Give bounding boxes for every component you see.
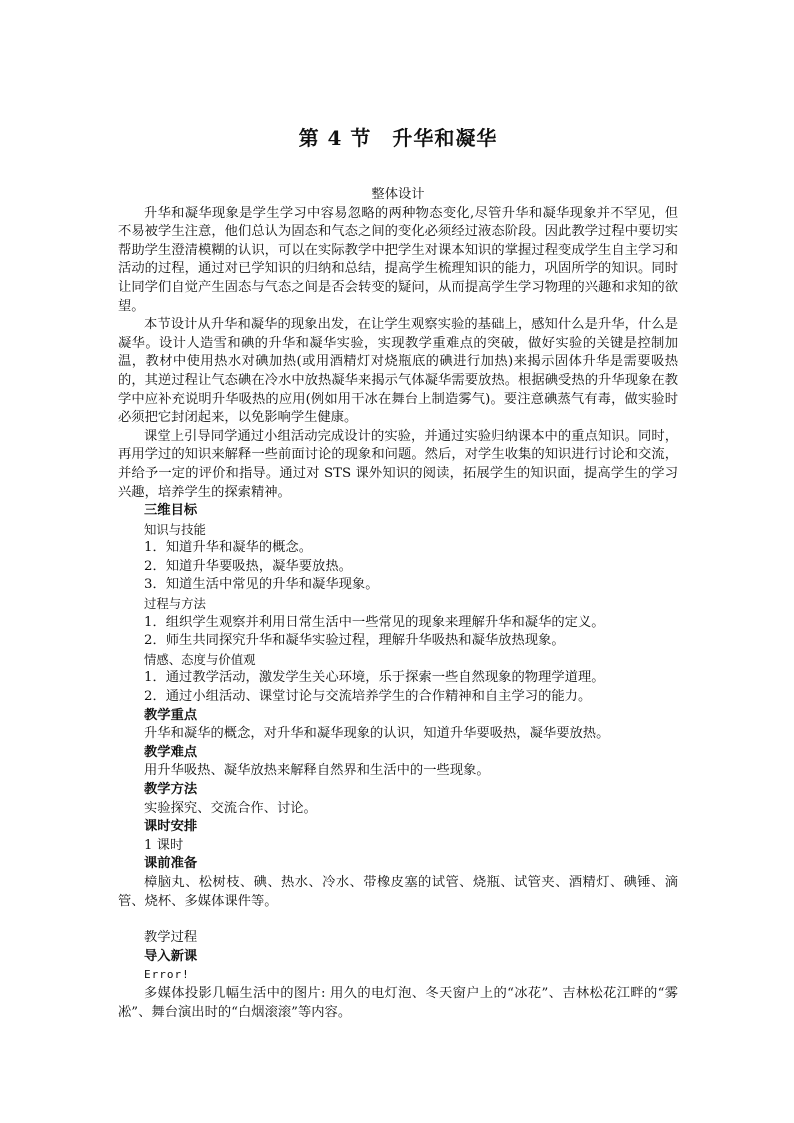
preparation-heading: 课前准备	[144, 856, 198, 872]
methods-text: 实验探究、交流合作、讨论。	[144, 800, 317, 816]
intro-heading: 导入新课	[144, 948, 198, 964]
schedule-text: 1 课时	[144, 837, 184, 853]
spacer	[118, 911, 678, 929]
process-method-item: 2．师生共同探究升华和凝华实验过程，理解升华吸热和凝华放热现象。	[144, 633, 565, 649]
preparation-text: 樟脑丸、松树枝、碘、热水、冷水、带橡皮塞的试管、烧瓶、试管夹、酒精灯、碘锤、滴管、烧杯、多媒体课件等。	[118, 874, 678, 909]
intro-text: 多媒体投影几幅生活中的图片: 用久的电灯泡、冬天窗户上的“冰花”、吉林松花江畔的“雾凇”、舞台演出时的“白烟滚滚”等内容。	[118, 985, 678, 1020]
difficulties-heading: 教学难点	[144, 744, 198, 760]
knowledge-heading: 知识与技能	[144, 521, 206, 537]
difficulties-text: 用升华吸热、凝华放热来解释自然界和生活中的一些现象。	[144, 763, 490, 779]
overall-paragraph-3: 课堂上引导同学通过小组活动完成设计的实验，并通过实验归纳课本中的重点知识。同时，再用学过的知识来解释一些前面讨论的现象和问题。然后，对学生收集的知识进行讨论和交流，并给予一定的评价和指导。通过对 STS 课外知识的阅读，拓展学生的知识面，提高学生的学习兴趣，培养学生的探索精神。	[118, 428, 678, 500]
overall-paragraph-2: 本节设计从升华和凝华的现象出发，在让学生观察实验的基础上，感知什么是升华，什么是凝华。设计人造雪和碘的升华和凝华实验，实现教学重难点的突破，做好实验的关键是控制加温，教材中使用热水对碘加热(或用酒精灯对烧瓶底的碘进行加热)来揭示固体升华是需要吸热的，其逆过程让气态碘在冷水中放热凝华来揭示气体凝华需要放热。根据碘受热的升华现象在教学中应补充说明升华吸热的应用(例如用干冰在舞台上制造雾气)。要注意碘蒸气有毒，做实验时必须把它封闭起来，以免影响学生健康。	[118, 317, 678, 426]
knowledge-item: 2．知道升华要吸热，凝华要放热。	[144, 558, 352, 574]
page-title: 第 4 节 升华和凝华	[298, 126, 498, 150]
goals-heading: 三维目标	[144, 503, 198, 519]
key-points-heading: 教学重点	[144, 707, 198, 723]
emotion-heading: 情感、态度与价值观	[144, 651, 256, 667]
error-text: Error!	[144, 968, 190, 982]
key-points-text: 升华和凝华的概念，对升华和凝华现象的认识，知道升华要吸热，凝华要放热。	[144, 726, 610, 742]
process-method-heading: 过程与方法	[144, 596, 206, 612]
knowledge-item: 3．知道生活中常见的升华和凝华现象。	[144, 577, 379, 593]
methods-heading: 教学方法	[144, 782, 198, 797]
overall-paragraph-1: 升华和凝华现象是学生学习中容易忽略的两种物态变化,尽管升华和凝华现象并不罕见，但不易被学生注意，他们总认为固态和气态之间的变化必须经过液态阶段。因此教学过程中要切实帮助学生澄清模糊的认识，可以在实际教学中把学生对课本知识的掌握过程变成学生自主学习和活动的过程，通过对已学知识的归纳和总结，提高学生梳理知识的能力，巩固所学的知识。同时让同学们自觉产生固态与气态之间是否会转变的疑问，从而提高学生学习物理的兴趣和求知的欲望。	[118, 205, 678, 314]
document-body	[118, 186, 678, 1022]
emotion-item: 1．通过教学活动，激发学生关心环境，乐于探索一些自然现象的物理学道理。	[144, 670, 605, 686]
overall-design-heading: 整体设计	[371, 187, 425, 202]
schedule-heading: 课时安排	[144, 819, 198, 835]
teaching-process-heading: 教学过程	[144, 930, 198, 946]
emotion-item: 2．通过小组活动、课堂讨论与交流培养学生的合作精神和自主学习的能力。	[144, 689, 592, 705]
process-method-item: 1．组织学生观察并利用日常生活中一些常见的现象来理解升华和凝华的定义。	[144, 614, 605, 630]
knowledge-item: 1．知道升华和凝华的概念。	[144, 540, 313, 556]
